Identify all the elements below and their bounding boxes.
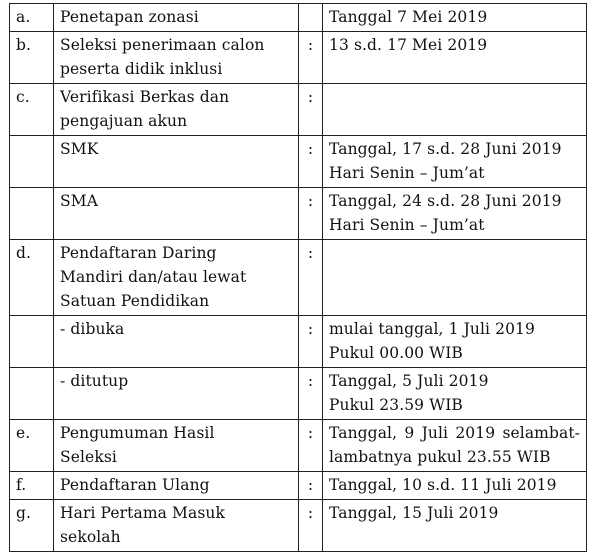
row-colon: : [307,88,314,106]
row-description-cell [54,32,299,84]
row-description-line: Pendaftaran Ulang [60,476,210,494]
row-letter-cell [10,136,54,188]
row-value-line: Tanggal, 9 Juli 2019 selambat- [329,424,580,442]
row-letter: e. [16,424,31,442]
table-row [10,188,587,240]
row-value-line: Hari Senin – Jum’at [329,216,485,234]
table-row [10,240,587,316]
row-value-cell [323,472,587,500]
row-letter-cell [10,472,54,500]
row-value-line: Tanggal, 10 s.d. 11 Juli 2019 [329,476,557,494]
row-colon-cell [299,420,323,472]
row-colon: : [307,476,314,494]
table-row [10,420,587,472]
row-colon-cell [299,136,323,188]
row-description-line: Seleksi [60,448,117,466]
row-description-line: pengajuan akun [60,112,188,130]
table-row [10,32,587,84]
row-letter-cell [10,368,54,420]
row-description-line: - dibuka [60,320,125,338]
row-value-cell [323,316,587,368]
row-value-line: Tanggal, 5 Juli 2019 [329,372,489,390]
row-description-cell [54,420,299,472]
row-description-cell [54,472,299,500]
row-colon-cell [299,188,323,240]
table-row [10,316,587,368]
row-value-cell [323,84,587,136]
row-letter: b. [16,36,32,54]
row-colon-cell [299,316,323,368]
row-colon-cell [299,4,323,32]
row-value-line: Tanggal, 24 s.d. 28 Juni 2019 [329,192,562,210]
row-description-line: Pengumuman Hasil [60,424,215,442]
row-colon: : [307,244,314,262]
row-colon: : [307,140,314,158]
row-description-cell [54,84,299,136]
table-row [10,472,587,500]
row-description-line: Mandiri dan/atau lewat [60,268,247,286]
row-description-line: Pendaftaran Daring [60,244,217,262]
row-colon: : [307,424,314,442]
row-letter: a. [16,8,31,26]
row-letter-cell [10,420,54,472]
row-description-cell [54,136,299,188]
row-colon: : [307,320,314,338]
row-value-line: 13 s.d. 17 Mei 2019 [329,36,488,54]
row-colon-cell [299,368,323,420]
row-letter: d. [16,244,32,262]
row-value-cell [323,420,587,472]
row-value-cell [323,240,587,316]
row-colon: : [307,504,314,522]
row-description-line: sekolah [60,528,121,546]
row-letter-cell [10,188,54,240]
row-colon: : [307,372,314,390]
row-colon: : [307,36,314,54]
row-letter-cell [10,4,54,32]
row-description-line: Verifikasi Berkas dan [60,88,230,106]
row-description-line: Penetapan zonasi [60,8,199,26]
row-letter-cell [10,84,54,136]
row-description-line: - ditutup [60,372,129,390]
row-letter: c. [16,88,30,106]
row-value-cell [323,136,587,188]
row-letter-cell [10,32,54,84]
schedule-table-body [10,4,587,552]
row-description-cell [54,240,299,316]
row-description-line: Seleksi penerimaan calon [60,36,265,54]
row-description-cell [54,316,299,368]
row-colon-cell [299,240,323,316]
row-description-line: Hari Pertama Masuk [60,504,225,522]
row-letter: g. [16,504,32,522]
row-value-line: Tanggal, 17 s.d. 28 Juni 2019 [329,140,562,158]
table-row [10,136,587,188]
row-colon-cell [299,32,323,84]
row-description-line: SMK [60,140,99,158]
row-value-line: Tanggal 7 Mei 2019 [329,8,488,26]
row-value-cell [323,32,587,84]
row-value-line: Hari Senin – Jum’at [329,164,485,182]
schedule-table [9,3,587,552]
row-letter-cell [10,240,54,316]
row-description-line: Satuan Pendidikan [60,292,210,310]
row-description-cell [54,188,299,240]
row-letter-cell [10,316,54,368]
row-colon: : [307,192,314,210]
table-row [10,84,587,136]
table-row [10,4,587,32]
row-description-line: peserta didik inklusi [60,60,223,78]
row-value-cell [323,188,587,240]
row-value-cell [323,368,587,420]
row-colon-cell [299,84,323,136]
row-value-line: mulai tanggal, 1 Juli 2019 [329,320,535,338]
row-value-line: Pukul 00.00 WIB [329,344,463,362]
row-value-line: Tanggal, 15 Juli 2019 [329,504,499,522]
row-description-cell [54,368,299,420]
row-value-line: Pukul 23.59 WIB [329,396,463,414]
row-description-line: SMA [60,192,98,210]
table-row [10,368,587,420]
row-value-cell [323,4,587,32]
row-colon-cell [299,472,323,500]
row-letter: f. [16,476,27,494]
row-value-line: lambatnya pukul 23.55 WIB [329,448,551,466]
row-description-cell [54,4,299,32]
